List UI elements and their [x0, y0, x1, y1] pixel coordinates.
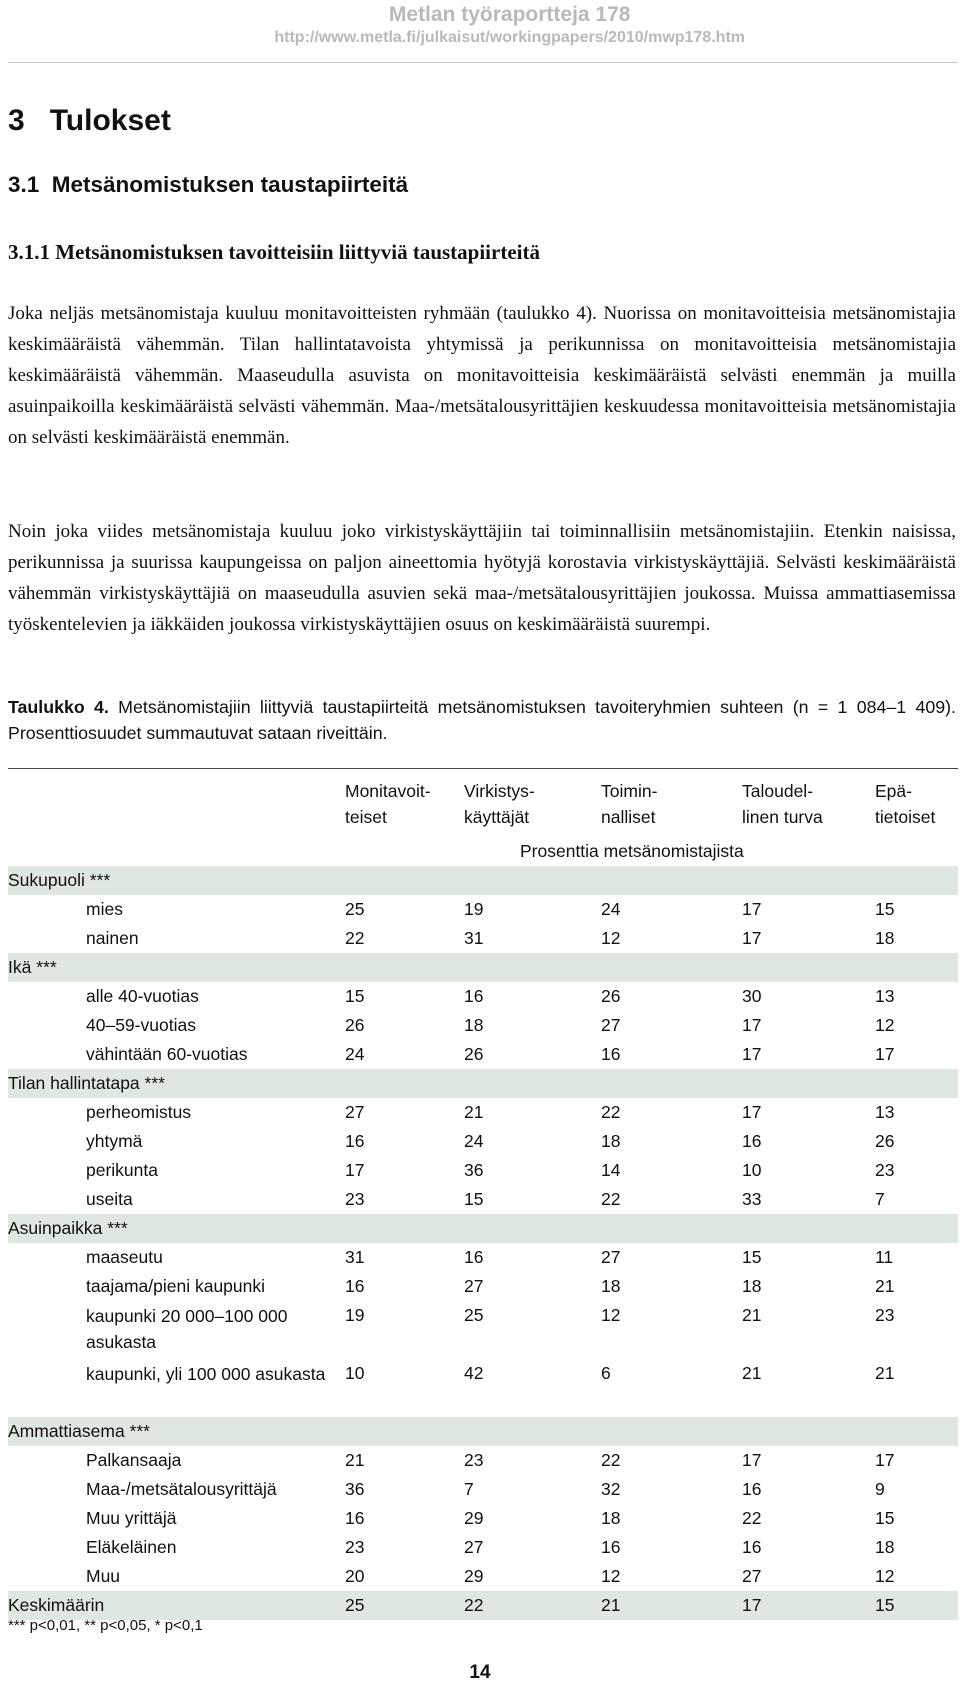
table-cell: 24: [345, 1044, 365, 1064]
table-cell: 22: [601, 1189, 621, 1209]
table-cell: 12: [601, 928, 621, 948]
table-caption-text: Metsänomistajiin liittyviä taustapiirteitä metsänomistuksen tavoiteryhmien suhteen (n = 1 084–1 409). Prosenttiosuudet summautuvat sataan riveittäin.: [8, 697, 956, 743]
table-cell: 16: [742, 1479, 762, 1499]
table-group-row: [8, 1214, 958, 1243]
table-cell: 14: [601, 1160, 621, 1180]
table-cell: 26: [875, 1131, 895, 1151]
row-label: 40–59-vuotias: [86, 1015, 196, 1035]
table-cell: 12: [601, 1566, 621, 1586]
table-cell: 15: [464, 1189, 484, 1209]
table-cell: 21: [742, 1305, 762, 1325]
table-row: [8, 1156, 958, 1185]
table-cell: 27: [601, 1247, 621, 1267]
table-row: [8, 1185, 958, 1214]
table-cell: 18: [742, 1276, 762, 1296]
table-cell: 29: [464, 1508, 484, 1528]
table-row: [8, 1040, 958, 1069]
table-cell: 25: [464, 1305, 484, 1325]
table-cell: 27: [464, 1537, 484, 1557]
table-total-row: [8, 1591, 958, 1620]
table-cell: 20: [345, 1566, 365, 1586]
table-row: [8, 1533, 958, 1562]
row-label: vähintään 60-vuotias: [86, 1044, 248, 1064]
table-cell: 10: [742, 1160, 762, 1180]
table-row: [8, 895, 958, 924]
table-row: [8, 924, 958, 953]
row-label: yhtymä: [86, 1131, 143, 1151]
table-cell: 16: [464, 986, 484, 1006]
row-label: Eläkeläinen: [86, 1537, 177, 1557]
table-cell: 27: [742, 1566, 762, 1586]
table-cell: 21: [742, 1363, 762, 1383]
table-row: [8, 982, 958, 1011]
table-cell: 36: [345, 1479, 365, 1499]
table-cell: 17: [742, 899, 762, 919]
table-cell: 21: [345, 1450, 365, 1470]
table-cell: 26: [464, 1044, 484, 1064]
column-header: Toimin- nalliset: [601, 781, 658, 827]
table-cell: 16: [345, 1508, 365, 1528]
table-caption: [8, 694, 956, 746]
column-header: Monitavoit- teiset: [345, 781, 431, 827]
table-cell: 25: [345, 899, 365, 919]
table-cell: 15: [875, 899, 895, 919]
table-cell: 29: [464, 1566, 484, 1586]
table-cell: 23: [345, 1189, 365, 1209]
table-cell: 11: [875, 1247, 894, 1267]
table-cell: 16: [742, 1131, 762, 1151]
table-cell: 9: [875, 1479, 885, 1499]
table-cell: 17: [742, 1015, 762, 1035]
table-cell: 17: [742, 1044, 762, 1064]
row-label: kaupunki 20 000–100 000 asukasta: [86, 1306, 288, 1352]
table-cell: 31: [345, 1247, 365, 1267]
table-cell: 15: [742, 1247, 762, 1267]
table-group-row: [8, 1069, 958, 1098]
column-header: Epä- tietoiset: [875, 781, 936, 827]
table-cell: 23: [464, 1450, 484, 1470]
table-cell: 13: [875, 986, 895, 1006]
row-label: maaseutu: [86, 1247, 163, 1267]
body-paragraph-1: Joka neljäs metsänomistaja kuuluu monitavoitteisten ryhmään (taulukko 4). Nuorissa on monitavoitteisia metsänomistajia keskimääräistä vähemmän. Tilan hallintatavoista yhtymissä ja perikunnissa on monitavoitteisia metsänomistajia keskimääräistä vähemmän. Maaseudulla asuvista on monitavoitteisia keskimääräistä selvästi enemmän ja muilla asuinpaikoilla keskimääräistä selvästi vähemmän. Maa-/metsätalousyrittäjien keskuudessa monitavoitteisia metsänomistajia on selvästi keskimääräistä enemmän.: [8, 303, 956, 448]
table-cell: 16: [464, 1247, 484, 1267]
row-label: Palkansaaja: [86, 1450, 182, 1470]
table-cell: 18: [875, 1537, 895, 1557]
table-cell: 16: [345, 1131, 365, 1151]
row-label: Muu: [86, 1566, 121, 1586]
table-cell: 23: [875, 1305, 895, 1325]
section-heading: 3.1 Metsänomistuksen taustapiirteitä: [8, 172, 409, 197]
table-cell: 22: [742, 1508, 762, 1528]
table-cell: 15: [875, 1595, 895, 1615]
row-label: useita: [86, 1189, 133, 1209]
table-cell: 24: [464, 1131, 484, 1151]
table-cell: 15: [345, 986, 365, 1006]
table-cell: 21: [875, 1363, 895, 1383]
table-cell: 25: [345, 1595, 365, 1615]
table-top-rule: [8, 768, 958, 769]
table-caption-label: Taulukko 4.: [8, 697, 109, 717]
table-cell: 22: [601, 1102, 621, 1122]
table-cell: 30: [742, 986, 762, 1006]
table-cell: 7: [464, 1479, 474, 1499]
table-row: [8, 1301, 958, 1359]
group-label: Asuinpaikka ***: [8, 1218, 128, 1238]
table-cell: 27: [464, 1276, 484, 1296]
table-cell: 18: [601, 1131, 621, 1151]
row-label: alle 40-vuotias: [86, 986, 199, 1006]
table-cell: 18: [601, 1276, 621, 1296]
row-label: Maa-/metsätalousyrittäjä: [86, 1479, 277, 1499]
table-row: [8, 1359, 958, 1417]
table-row: [8, 1562, 958, 1591]
table-cell: 24: [601, 899, 621, 919]
total-label: Keskimäärin: [8, 1595, 105, 1615]
table-cell: 16: [345, 1276, 365, 1296]
table-cell: 16: [601, 1044, 621, 1064]
group-label: Tilan hallintatapa ***: [8, 1073, 165, 1093]
table-cell: 26: [345, 1015, 365, 1035]
table-cell: 6: [601, 1363, 611, 1383]
table-cell: 21: [464, 1102, 484, 1122]
table-group-row: [8, 866, 958, 895]
table-cell: 42: [464, 1363, 484, 1383]
table-cell: 12: [601, 1305, 621, 1325]
table-unit-label: Prosenttia metsänomistajista: [520, 841, 744, 861]
table-row: [8, 1446, 958, 1475]
table-cell: 21: [875, 1276, 895, 1296]
table-cell: 17: [742, 1595, 762, 1615]
table-cell: 16: [742, 1537, 762, 1557]
table-group-row: [8, 1417, 958, 1446]
table-cell: 18: [875, 928, 895, 948]
table-cell: 17: [875, 1450, 895, 1470]
table-cell: 27: [601, 1015, 621, 1035]
table-cell: 13: [875, 1102, 895, 1122]
series-title: Metlan työraportteja 178: [388, 3, 631, 26]
body-paragraph-2: Noin joka viides metsänomistaja kuuluu joko virkistyskäyttäjiin tai toiminnallisiin metsänomistajiin. Etenkin naisissa, perikunnissa ja suurissa kaupungeissa on paljon aineettomia hyötyjä korostavia virkistyskäyttäjiä. Selvästi keskimääräistä vähemmän virkistyskäyttäjiä on maaseudulla asuvien sekä maa-/metsätalousyrittäjien joukossa. Muissa ammattiasemissa työskentelevien ja iäkkäiden joukossa virkistyskäyttäjien osuus on keskimääräistä suurempi.: [8, 521, 956, 635]
subsection-heading: 3.1.1 Metsänomistuksen tavoitteisiin liittyviä taustapiirteitä: [8, 240, 540, 264]
table-row: [8, 1127, 958, 1156]
row-label: Muu yrittäjä: [86, 1508, 177, 1528]
chapter-heading: 3 Tulokset: [8, 104, 171, 137]
table-cell: 15: [875, 1508, 895, 1528]
table-group-row: [8, 953, 958, 982]
column-header: Virkistys- käyttäjät: [464, 781, 535, 827]
header-divider: [8, 62, 958, 63]
table-cell: 23: [345, 1537, 365, 1557]
table-cell: 17: [742, 928, 762, 948]
row-label: nainen: [86, 928, 139, 948]
table-cell: 27: [345, 1102, 365, 1122]
table-cell: 23: [875, 1160, 895, 1180]
table-cell: 10: [345, 1363, 365, 1383]
table-cell: 22: [601, 1450, 621, 1470]
table-cell: 19: [464, 899, 484, 919]
table-row: [8, 1272, 958, 1301]
table-cell: 19: [345, 1305, 365, 1325]
table-cell: 32: [601, 1479, 621, 1499]
group-label: Ammattiasema ***: [8, 1421, 150, 1441]
group-label: Sukupuoli ***: [8, 870, 111, 890]
table-cell: 36: [464, 1160, 484, 1180]
column-header: Taloudel- linen turva: [742, 781, 823, 827]
table-cell: 33: [742, 1189, 762, 1209]
row-label: perikunta: [86, 1160, 158, 1180]
header-url[interactable]: http://www.metla.fi/julkaisut/workingpapers/2010/mwp178.htm: [274, 29, 745, 46]
page-number: 14: [469, 1662, 491, 1683]
table-cell: 12: [875, 1015, 895, 1035]
group-label: Ikä ***: [8, 957, 57, 977]
row-label: kaupunki, yli 100 000 asukasta: [86, 1364, 326, 1384]
table-row: [8, 1098, 958, 1127]
table-cell: 17: [742, 1450, 762, 1470]
table-cell: 16: [601, 1537, 621, 1557]
table-cell: 17: [345, 1160, 365, 1180]
running-header: [274, 2, 745, 48]
table-cell: 22: [464, 1595, 484, 1615]
table-cell: 18: [464, 1015, 484, 1035]
table-cell: 7: [875, 1189, 885, 1209]
table-row: [8, 1475, 958, 1504]
table-cell: 22: [345, 928, 365, 948]
table-cell: 18: [601, 1508, 621, 1528]
table-footnote: *** p<0,01, ** p<0,05, * p<0,1: [8, 1617, 203, 1634]
table-cell: 12: [875, 1566, 895, 1586]
table-cell: 31: [464, 928, 484, 948]
table-cell: 17: [742, 1102, 762, 1122]
table-cell: 21: [601, 1595, 621, 1615]
row-label: perheomistus: [86, 1102, 192, 1122]
table-row: [8, 1011, 958, 1040]
table-cell: 26: [601, 986, 621, 1006]
row-label: taajama/pieni kaupunki: [86, 1276, 266, 1296]
table-row: [8, 1243, 958, 1272]
table-row: [8, 1504, 958, 1533]
row-label: mies: [86, 899, 123, 919]
table-cell: 17: [875, 1044, 895, 1064]
